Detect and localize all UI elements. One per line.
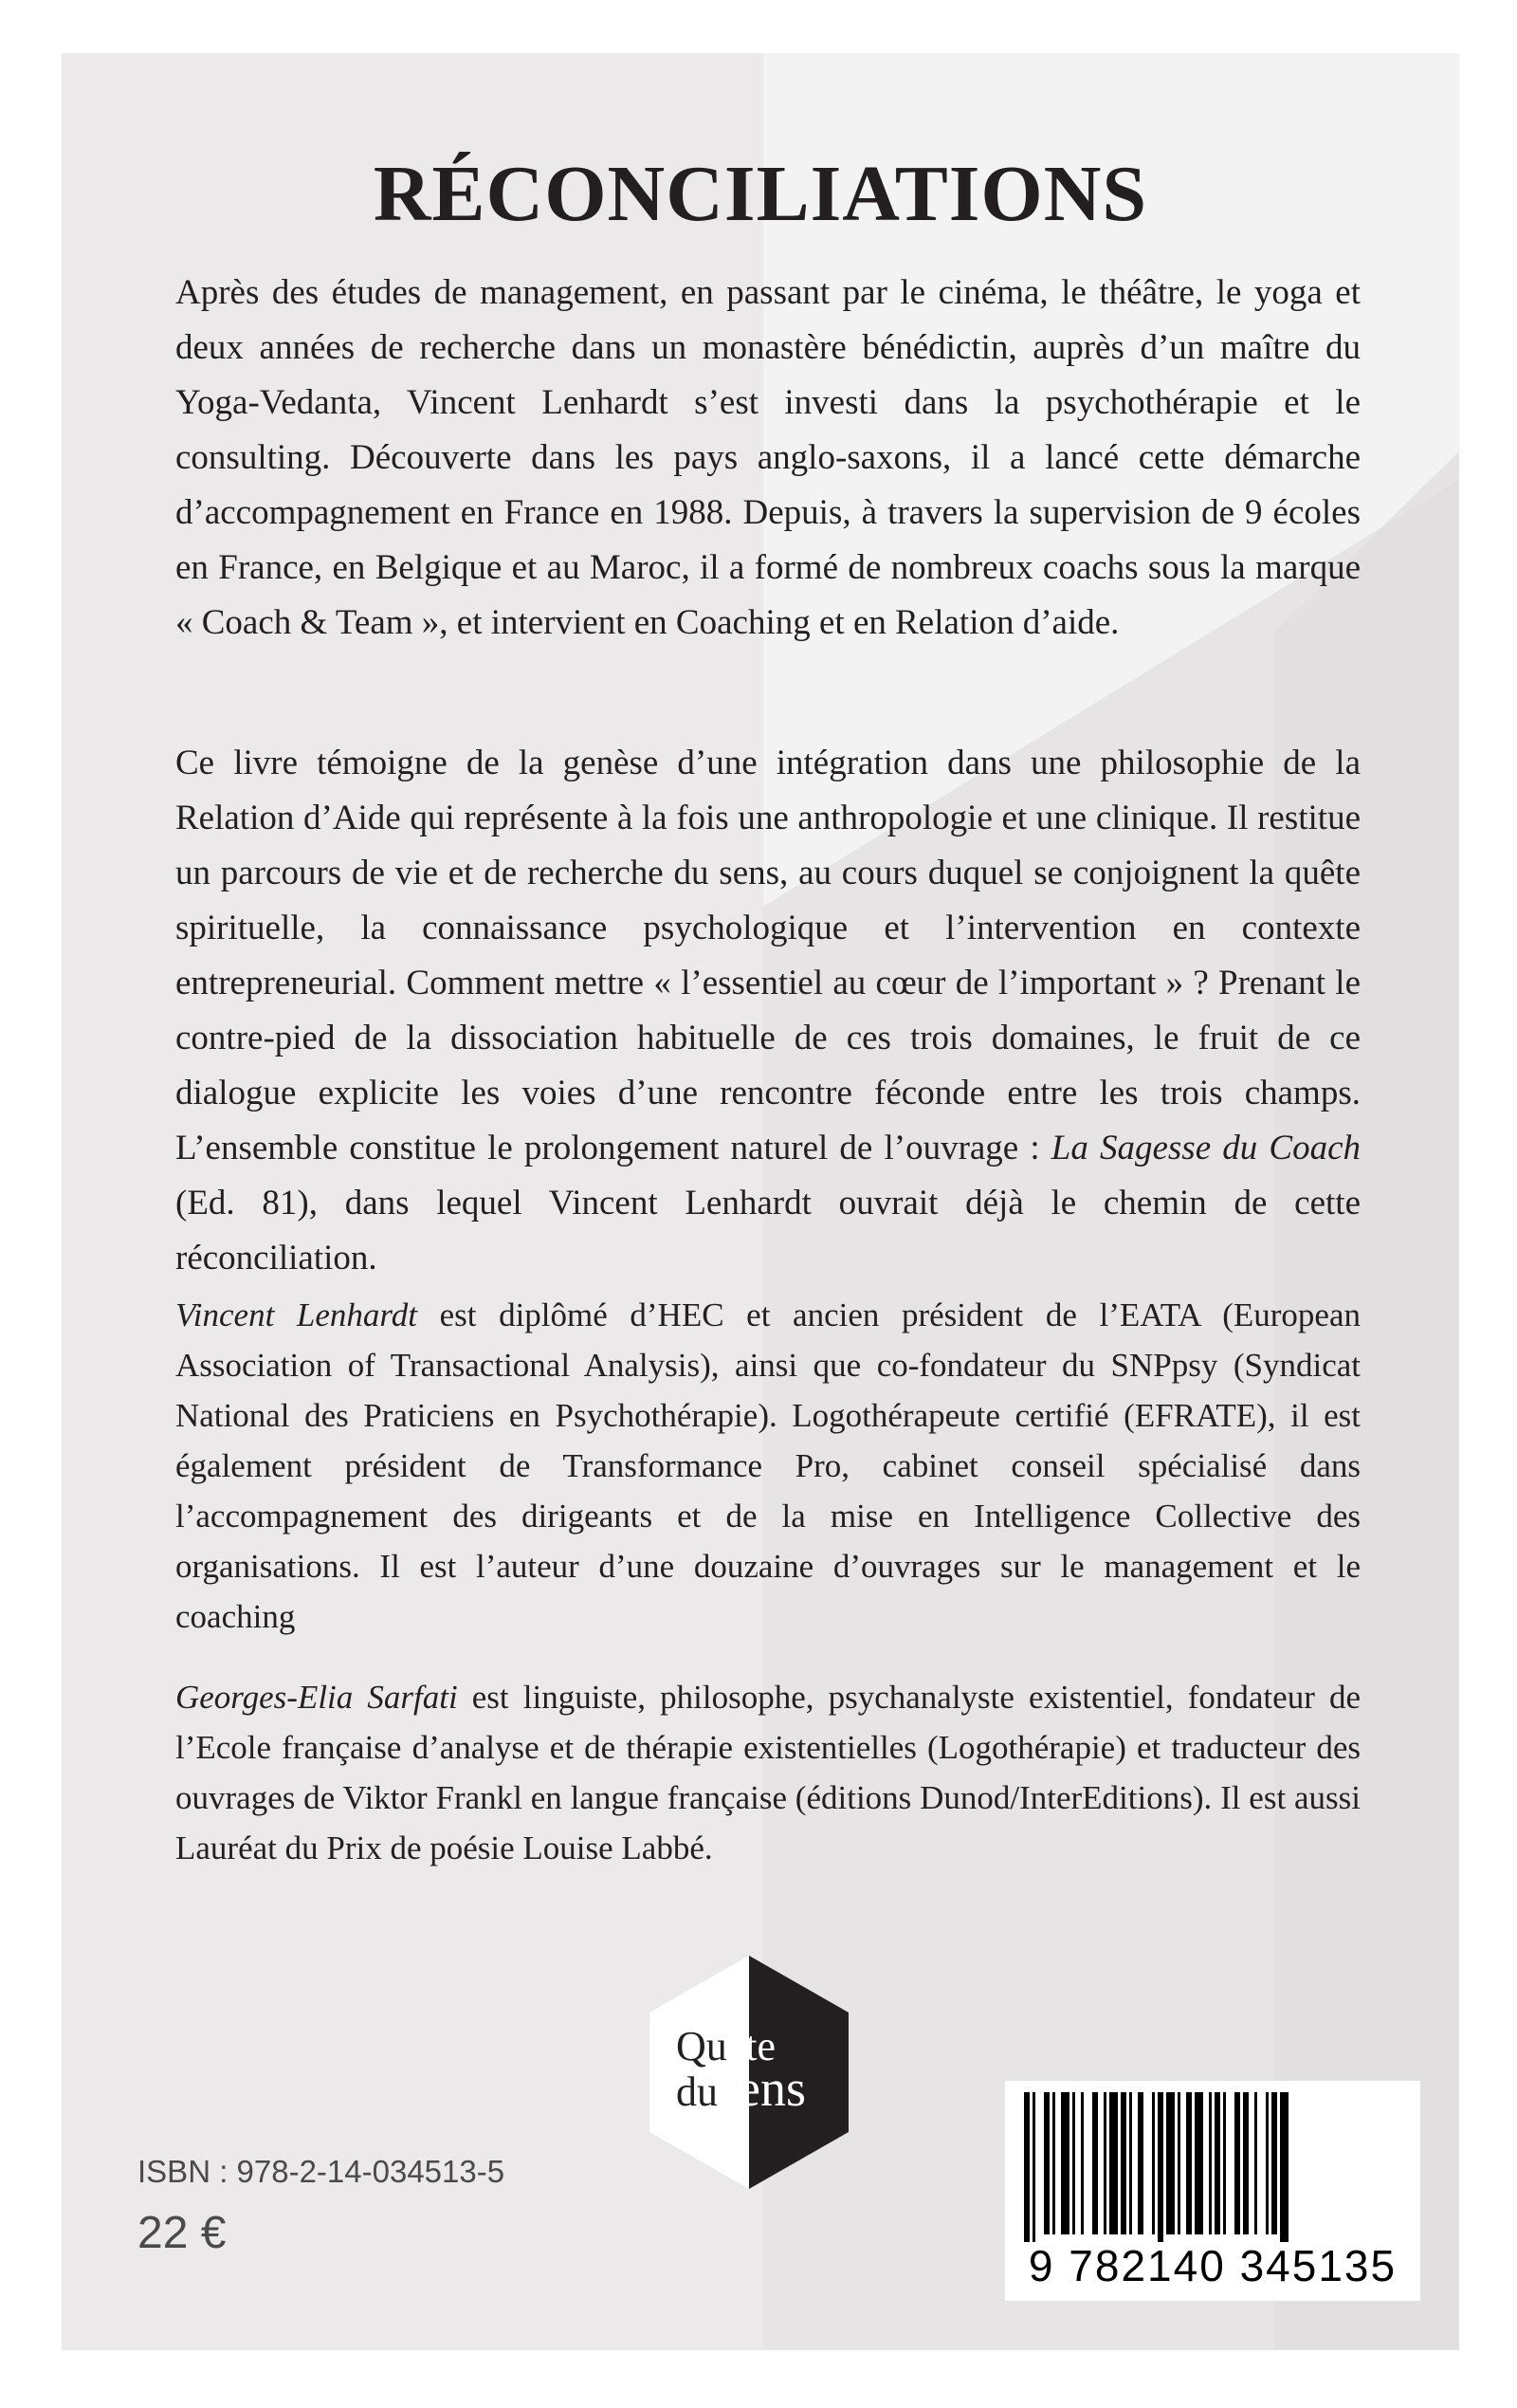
book-reference: La Sagesse du Coach [1051,1129,1361,1167]
barcode [1005,2081,1420,2301]
barcode-bar [1243,2092,1249,2234]
barcode-bar [1186,2092,1192,2234]
barcode-bar [1223,2092,1226,2234]
summary-text-b: (Ed. 81), dans lequel Vincent Lenhardt ouvrait déjà le chemin de cette réconciliation. [175,1184,1361,1278]
logo-line-2: dusens [676,2060,806,2117]
barcode-bar [1158,2092,1163,2242]
barcode-bar [1195,2092,1203,2234]
price: 22 € [137,2208,227,2258]
summary-text-a: Ce livre témoigne de la genèse d’une intégration dans une philosophie de la Relation d’Aide qui représente à la fois une anthropologie et une clinique. Il restitue un parcours de vie et de recherche du sens, au cours duquel se conjoignent la quête spirituelle, la connaissance psychologique et l’intervention en contexte entrepreneurial. Comment mettre « l’essentiel au cœur de l’important » ? Prenant le contre-pied de la dissociation habituelle de ces trois domaines, le fruit de ce dialogue explicite les voies d’une rencontre féconde entre les trois champs. L’ensemble constitue le prolongement naturel de l’ouvrage : [175,744,1361,1167]
barcode-bar [1092,2092,1098,2234]
paragraph-intro: Après des études de management, en passant par le cinéma, le théâtre, le yoga et deux années de recherche dans un monastère bénédictin, auprès d’un maître du Yoga-Vedanta, Vincent Lenhardt s’est investi dans la psychothérapie et le consulting. Découverte dans les pays anglo-saxons, il a lancé cette démarche d’accompagnement en France en 1988. Depuis, à travers la supervision de 9 écoles en France, en Belgique et au Maroc, il a formé de nombreux coachs sous la marque « Coach & Team », et intervient en Coaching et en Relation d’aide. [175,273,1361,642]
paragraph-summary [175,736,1361,1286]
barcode-bar [1166,2092,1175,2234]
isbn: ISBN : 978-2-14-034513-5 [137,2154,505,2189]
barcode-bar [1061,2092,1069,2234]
barcode-bar [1044,2092,1050,2234]
author-bio-text: est linguiste, philosophe, psychanalyste existentiel, fondateur de l’Ecole française d’analyse et de thérapie existentielles (Logothérapie) et traducteur des ouvrages de Viktor Frankl en langue française (éditions Dunod/InterEditions). Il est aussi Lauréat du Prix de poésie Louise Labbé. [175,1679,1361,1866]
barcode-bar [1081,2092,1084,2234]
barcode-bar [1280,2092,1289,2242]
author-bio-text: est diplômé d’HEC et ancien président de l’EATA (European Association of Transactional Analysis), ainsi que co-fondateur du SNPpsy (Syndicat National des Praticiens en Psychothérapie). Logothérapeute certifié (EFRATE), il est également président de Transformance Pro, cabinet conseil spécialisé dans l’accompagnement des dirigeants et de la mise en Intelligence Collective des organisations. Il est l’auteur d’une douzaine d’ouvrages sur le management et le coaching [175,1296,1361,1635]
author-name: Georges-Elia Sarfati [175,1679,458,1716]
barcode-bar [1254,2092,1257,2234]
barcode-bar [1024,2092,1030,2242]
book-title: RÉCONCILIATIONS [373,150,1148,238]
barcode-bar [1138,2092,1143,2234]
barcode-bar [1271,2092,1277,2234]
barcode-bar [1052,2092,1055,2234]
barcode-bars [1005,2081,1420,2242]
barcode-bar [1178,2092,1180,2234]
logo-line-1: Quête [676,2023,777,2069]
barcode-bar [1104,2092,1106,2234]
barcode-bar [1129,2092,1132,2234]
barcode-bar [1215,2092,1220,2234]
logo-wordmark [676,2023,806,2117]
barcode-bar [1152,2092,1155,2234]
barcode-bar [1033,2092,1035,2242]
barcode-digits: 9 782140 345135 [1028,2241,1398,2290]
publisher-logo [649,1956,849,2189]
barcode-bar [1266,2092,1269,2234]
barcode-bar [1234,2092,1240,2234]
barcode-bar [1109,2092,1118,2234]
barcode-bar [1121,2092,1126,2234]
back-cover [62,53,1459,2350]
author-bio-lenhardt [175,1290,1361,1642]
author-name: Vincent Lenhardt [175,1296,417,1333]
barcode-bar [1072,2092,1075,2234]
barcode-bar [1209,2092,1212,2234]
author-bio-sarfati [175,1672,1361,1873]
